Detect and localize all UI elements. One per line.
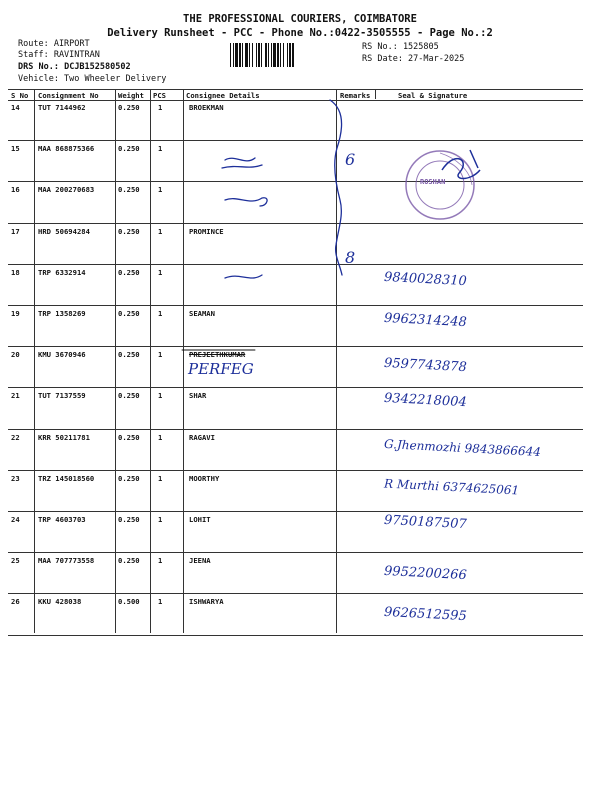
consignment-cell: KRR 50211781 (38, 432, 90, 442)
scribble-stroke (222, 158, 262, 168)
handwritten-signature: 9626512595 (383, 605, 468, 625)
remarks-bracket-stroke (330, 100, 342, 275)
pcs-cell: 1 (158, 103, 163, 112)
consignment-cell: MAA 707773558 (38, 556, 95, 566)
pcs-cell: 1 (158, 226, 163, 236)
consignee-cell: LOHIT (189, 515, 211, 524)
weight-cell: 0.250 (118, 515, 140, 524)
weight-cell: 0.250 (118, 391, 140, 401)
scribble-stroke (225, 275, 262, 278)
pcs-cell: 1 (158, 309, 163, 318)
consignment-cell: MAA 868875366 (38, 144, 95, 154)
consignee-cell: BROEKMAN (189, 103, 224, 112)
column-header-pcs: PCS (153, 91, 166, 100)
consignment-cell: TRP 6332914 (38, 267, 86, 277)
consignee-cell: PROMINCE (189, 226, 224, 236)
handwritten-signature: G.Jhenmozhi 9843866644 (383, 436, 542, 459)
weight-cell: 0.250 (118, 473, 140, 483)
weight-cell: 0.250 (118, 185, 140, 195)
column-header-remarks: Remarks (340, 91, 371, 100)
weight-cell: 0.250 (118, 103, 140, 112)
consignment-cell: TUT 7144962 (38, 103, 86, 112)
route-label: Route: AIRPORT (18, 39, 90, 49)
consignee-cell: SEAMAN (189, 309, 215, 318)
sno-cell: 15 (11, 144, 20, 154)
pcs-cell: 1 (158, 185, 163, 195)
sno-cell: 18 (11, 267, 20, 277)
column-header-weight: Weight (118, 91, 144, 100)
drs-label: DRS No.: (18, 62, 59, 72)
pcs-cell: 1 (158, 391, 163, 401)
vehicle-label: Vehicle: Two Wheeler Delivery (18, 74, 167, 84)
pcs-cell: 1 (158, 267, 163, 277)
handwritten-signature: 9840028310 (383, 269, 468, 289)
column-header-seal: Seal & Signature (398, 91, 468, 100)
pcs-cell: 1 (158, 350, 163, 360)
staff-label: Staff: RAVINTRAN (18, 50, 100, 60)
consignment-cell: MAA 200270683 (38, 185, 95, 195)
sno-cell: 22 (11, 432, 20, 442)
sno-cell: 21 (11, 391, 20, 401)
remarks-mark: 6 (345, 150, 356, 169)
pcs-cell: 1 (158, 432, 163, 442)
column-header-consignment: Consignment No (38, 91, 99, 100)
sno-cell: 24 (11, 515, 20, 524)
stamp-text: ROSHAN (420, 178, 446, 186)
sno-cell: 14 (11, 103, 20, 112)
pcs-cell: 1 (158, 515, 163, 524)
consignee-cell: SHAR (189, 391, 207, 401)
sno-cell: 26 (11, 597, 20, 607)
consignment-cell: KMU 3670946 (38, 350, 86, 360)
weight-cell: 0.250 (118, 144, 140, 154)
runsheet-title: Delivery Runsheet - PCC - Phone No.:0422-3505555 - Page No.:2 (107, 27, 493, 39)
weight-cell: 0.250 (118, 350, 140, 360)
column-header-sno: S No (11, 91, 29, 100)
company-title: THE PROFESSIONAL COURIERS, COIMBATORE (183, 13, 417, 25)
pcs-cell: 1 (158, 556, 163, 566)
pcs-cell: 1 (158, 473, 163, 483)
drs-number: DCJB152580502 (64, 62, 131, 72)
consignment-cell: TUT 7137559 (38, 391, 86, 401)
sno-cell: 23 (11, 473, 20, 483)
weight-cell: 0.250 (118, 267, 140, 277)
consignee-cell: PREJEETHKUMAR (189, 350, 246, 360)
weight-cell: 0.250 (118, 432, 140, 442)
column-header-consignee: Consignee Details (186, 91, 260, 100)
sno-cell: 25 (11, 556, 20, 566)
consignment-cell: HRD 50694284 (38, 226, 90, 236)
pcs-cell: 1 (158, 597, 163, 607)
consignment-cell: TRZ 145018560 (38, 473, 95, 483)
sno-cell: 20 (11, 350, 20, 360)
weight-cell: 0.500 (118, 597, 140, 607)
rs-date: RS Date: 27-Mar-2025 (362, 54, 465, 64)
consignee-cell: MOORTHY (189, 473, 220, 483)
handwritten-signature: 9952200266 (383, 564, 468, 584)
handwritten-consignee: PERFEG (188, 360, 254, 379)
weight-cell: 0.250 (118, 556, 140, 566)
weight-cell: 0.250 (118, 226, 140, 236)
consignment-cell: KKU 428038 (38, 597, 82, 607)
consignment-cell: TRP 4603703 (38, 515, 86, 524)
remarks-mark: 8 (345, 248, 356, 267)
consignment-cell: TRP 1358269 (38, 309, 86, 318)
rs-number: RS No.: 1525805 (362, 42, 439, 52)
handwritten-signature: 9750187507 (383, 512, 468, 533)
handwritten-signature: 9342218004 (383, 391, 468, 411)
handwritten-signature: 9597743878 (383, 356, 468, 376)
handwritten-signature: 9962314248 (383, 310, 468, 331)
consignee-cell: JEENA (189, 556, 211, 566)
sno-cell: 16 (11, 185, 20, 195)
weight-cell: 0.250 (118, 309, 140, 318)
sno-cell: 17 (11, 226, 20, 236)
sno-cell: 19 (11, 309, 20, 318)
consignee-cell: ISHWARYA (189, 597, 224, 607)
pcs-cell: 1 (158, 144, 163, 154)
scribble-stroke (225, 198, 267, 206)
handwritten-signature: R Murthi 6374625061 (383, 476, 520, 498)
consignee-cell: RAGAVI (189, 432, 215, 442)
